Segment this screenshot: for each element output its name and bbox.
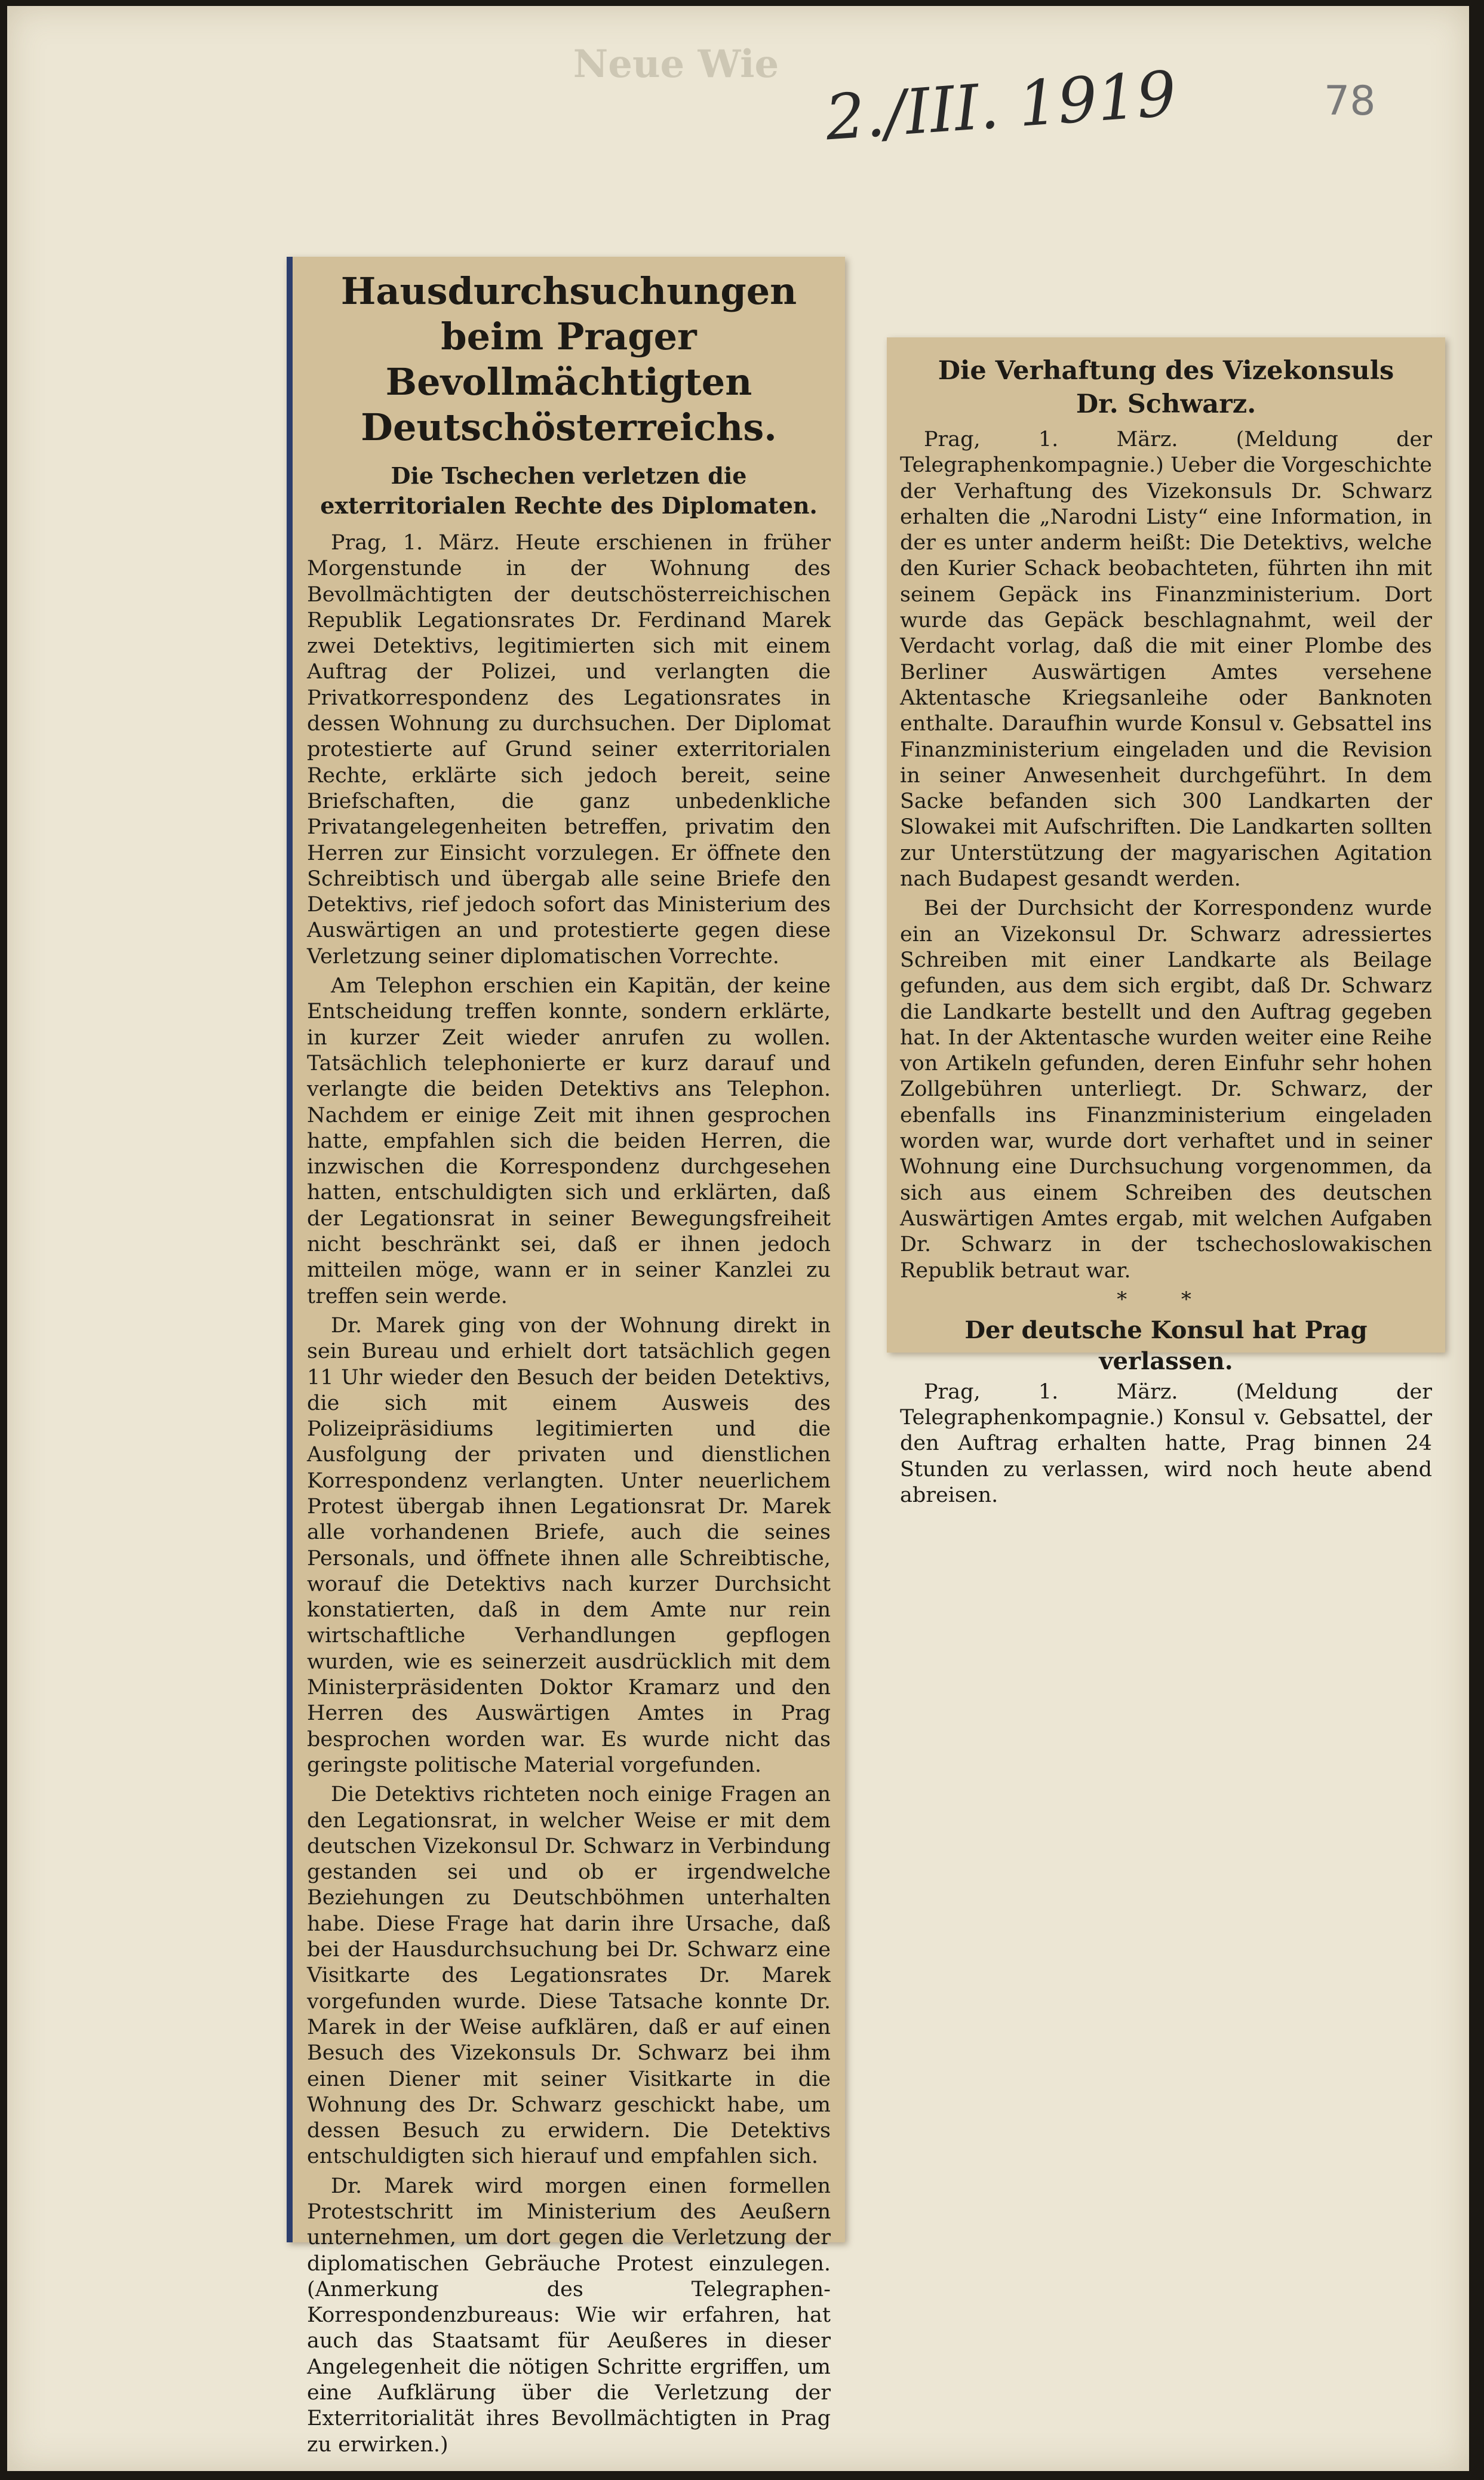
article-subheadline: Die Tschechen verletzen die exterritorialen Rechte des Diplomaten.: [320, 462, 818, 519]
headline-line-1: Die Verhaftung des Vizekonsuls: [938, 356, 1394, 386]
article-paragraph: Bei der Durchsicht der Korrespondenz wurde ein an Vizekonsul Dr. Schwarz adressiertes Schreiben mit einer Landkarte als Beilage gefunden, aus dem sich ergibt, daß Dr. Schwarz die Landkarte bestellt und den Auftrag gegeben hat. In der Aktentasche wurden weiter eine Reihe von Artikeln gefunden, deren Einfuhr sehr hohen Zollgebühren unterliegt. Dr. Schwarz, der ebenfalls ins Finanzministerium eingeladen worden war, wurde dort verhaftet und in seiner Wohnung eine Durchsuchung vorgenommen, da sich aus einem Schreiben des deutschen Auswärtigen Amtes ergab, mit welchen Aufgaben Dr. Schwarz in der tschechoslowakischen Republik betraut war.: [900, 896, 1432, 1283]
article-paragraph: Prag, 1. März. (Meldung der Telegraphenkompagnie.) Ueber die Vorgeschichte der Verhaftung des Vizekonsuls Dr. Schwarz erhalten die „Narodni Listy“ eine Information, in der es unter anderm heißt: Die Detektivs, welche den Kurier Schack beobachteten, führten ihn mit seinem Gepäck ins Finanzministerium. Dort wurde das Gepäck beschlagnahmt, weil der Verdacht vorlag, daß die mit einer Plombe des Berliner Auswärtigen Amtes versehene Aktentasche Kriegsanleihe oder Banknoten enthalte. Daraufhin wurde Konsul v. Gebsattel ins Finanzministerium eingeladen und die Revision in seiner Anwesenheit durchgeführt. In dem Sacke befanden sich 300 Landkarten der Slowakei mit Aufschriften. Die Landkarten sollten zur Unterstützung der magyarischen Agitation nach Budapest gesandt werden.: [900, 428, 1432, 892]
article-body: [307, 530, 831, 2458]
article-headline: [307, 269, 831, 450]
article-paragraph: Dr. Marek wird morgen einen formellen Protestschritt im Ministerium des Aeußern unternehmen, um dort gegen die Verletzung der diplomatischen Gebräuche Protest einzulegen. (Anmerkung des Telegraphen-Korrespondenzbureaus: Wie wir erfahren, hat auch das Staatsamt für Aeußeres in dieser Angelegenheit die nötigen Schritte ergriffen, um eine Aufklärung über die Verletzung der Exterritorialität ihres Bevollmächtigten in Prag zu erwirken.): [307, 2174, 831, 2457]
clipping-vice-consul-arrest: [887, 337, 1445, 1507]
section-separator: * *: [1117, 1287, 1215, 1311]
article-subheadline: Der deutsche Konsul hat Prag verlassen.: [964, 1316, 1368, 1375]
article-paragraph: Die Detektivs richteten noch einige Fragen an den Legationsrat, in welcher Weise er mit dem deutschen Vizekonsul Dr. Schwarz in Verbindung gestanden sei und ob er irgendwelche Beziehungen zu Deutschböhmen unterhalten habe. Diese Frage hat darin ihre Ursache, daß bei der Hausdurchsuchung bei Dr. Schwarz eine Visitkarte des Legationsrates Dr. Marek vorgefunden wurde. Diese Tatsache konnte Dr. Marek in der Weise aufklären, daß er auf einen Besuch des Vizekonsuls Dr. Schwarz bei ihm einen Diener mit seiner Visitkarte in die Wohnung des Dr. Schwarz geschickt habe, um dessen Besuch zu erwidern. Die Detektivs entschuldigten sich hierauf und empfahlen sich.: [307, 1783, 831, 2169]
clipping-house-search: [287, 257, 845, 2457]
handwritten-date: 2./III. 1919: [823, 57, 1179, 155]
headline-line-2: beim Prager Bevollmächtigten: [385, 315, 752, 404]
masthead-fragment: Neue Wie: [573, 42, 779, 87]
page-number: 78: [1324, 78, 1376, 125]
article-paragraph: Am Telephon erschien ein Kapitän, der keine Entscheidung treffen konnte, sondern erklärte, in kurzer Zeit wieder anrufen zu wollen. Tatsächlich telephonierte er kurz darauf und verlangte die beiden Detektivs ans Telephon. Nachdem er einige Zeit mit ihnen gesprochen hatte, empfahlen sich die beiden Herren, die inzwischen die Korrespondenz durchgesehen hatten, entschuldigten sich und erklärten, daß der Legationsrat in seiner Bewegungsfreiheit nicht beschränkt sei, daß er ihnen jedoch mitteilen möge, wann er in seiner Kanzlei zu treffen sein werde.: [307, 974, 831, 1308]
article-headline: [900, 354, 1432, 421]
headline-line-3: Deutschösterreichs.: [361, 405, 777, 449]
article-paragraph: Prag, 1. März. (Meldung der Telegraphenkompagnie.) Konsul v. Gebsattel, der den Auftrag erhalten hatte, Prag binnen 24 Stunden zu verlassen, wird noch heute abend abreisen.: [900, 1379, 1432, 1507]
article-paragraph: Prag, 1. März. Heute erschienen in früher Morgenstunde in der Wohnung des Bevollmächtigten der deutschösterreichischen Republik Legationsrates Dr. Ferdinand Marek zwei Detektivs, legitimierten sich mit einem Auftrag der Polizei, und verlangten die Privatkorrespondenz des Legationsrates in dessen Wohnung zu durchsuchen. Der Diplomat protestierte auf Grund seiner exterritorialen Rechte, erklärte sich jedoch bereit, seine Briefschaften, die ganz unbedenkliche Privatangelegenheiten betreffen, privatim den Herren zur Einsicht vorzulegen. Er öffnete den Schreibtisch und übergab alle seine Briefe den Detektivs, rief jedoch sofort das Ministerium des Auswärtigen an und protestierte gegen diese Verletzung seiner diplomatischen Vorrechte.: [307, 531, 831, 969]
headline-line-2: Dr. Schwarz.: [1076, 389, 1256, 419]
article-body: [900, 427, 1432, 1284]
article-paragraph: Dr. Marek ging von der Wohnung direkt in sein Bureau und erhielt dort tatsächlich gegen 11 Uhr wieder den Besuch der beiden Detektivs, die sich mit einem Ausweis des Polizeipräsidiums legitimierten und die Ausfolgung der privaten und dienstlichen Korrespondenz verlangten. Unter neuerlichem Protest übergab ihnen Legationsrat Dr. Marek alle vorhandenen Briefe, auch die seines Personals, und öffnete ihnen alle Schreibtische, worauf die Detektivs nach kurzer Durchsicht konstatierten, daß in dem Amte nur rein wirtschaftliche Verhandlungen gepflogen wurden, wie es seinerzeit ausdrücklich mit dem Ministerpräsidenten Doktor Kramarz und den Herren des Auswärtigen Amtes in Prag besprochen worden war. Es wurde nicht das geringste politische Material vorgefunden.: [307, 1313, 831, 1777]
headline-line-1: Hausdurchsuchungen: [340, 269, 797, 313]
